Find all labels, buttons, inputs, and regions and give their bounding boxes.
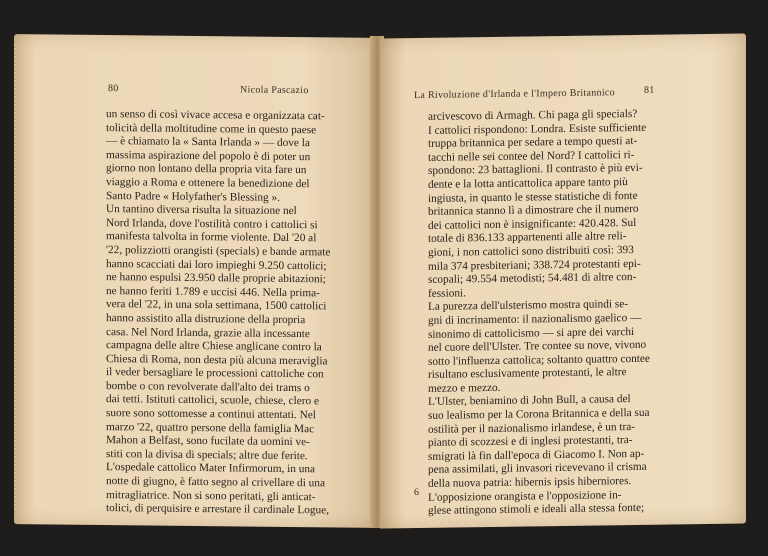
text-line: massima aspirazione del popolo è di poter un xyxy=(106,148,311,163)
text-line: della nuova patria: hibernis ipsis hiberniores. xyxy=(428,475,632,490)
right-page xyxy=(380,33,746,528)
text-line: viaggio a Roma e ottenere la benedizione del xyxy=(106,176,310,191)
text-line: scopali; 49.554 metodisti; 54.481 di altre con- xyxy=(428,271,637,287)
text-line: Chiesa di Roma, non desta più alcuna meraviglia xyxy=(106,352,328,368)
text-line: Mahon a Belfast, sono fucilate da uomini ve- xyxy=(106,434,310,449)
text-line: bombe o con revolverate dall'alto dei trams o xyxy=(106,379,310,395)
text-line: smigrati là fin dall'epoca di Giacomo I. Non ap- xyxy=(428,447,645,463)
text-line: casa. Nel Nord Irlanda, grazie alla incessante xyxy=(106,325,310,340)
right-running-head: La Rivoluzione d'Irlanda e l'Impero Britannico xyxy=(414,87,615,102)
signature-mark: 6 xyxy=(414,487,419,499)
text-line: campagna delle altre Chiese anglicane contro la xyxy=(106,339,322,354)
text-line: arcivescovo di Armagh. Chi paga gli specials? xyxy=(428,107,638,123)
text-line: mila 374 presbiteriani; 338.724 protestanti epi- xyxy=(428,257,641,273)
left-body-text xyxy=(106,108,338,518)
text-line: un senso di così vivace accesa e organizzata cat- xyxy=(106,108,325,123)
text-line: dente e la lotta anticattolica appare tanto più xyxy=(428,176,628,191)
text-line: fessioni. xyxy=(428,287,466,300)
text-line: mitragliatrice. Non si sono peritati, gli anticat- xyxy=(106,488,316,503)
text-line: sinonimo di cattolicismo — si apre dei varchi xyxy=(428,325,635,341)
open-book xyxy=(14,36,754,536)
text-line: L'Ulster, beniamino di John Bull, a causa del xyxy=(428,393,631,409)
text-line: I cattolici rispondono: Londra. Esiste sufficiente xyxy=(428,121,647,137)
text-line: risultano esclusivamente protestanti, le altre xyxy=(428,366,627,382)
text-line: tolici, di perquisire e arrestare il cardinale Logue, xyxy=(106,502,330,517)
text-line: La purezza dell'ulsterismo mostra quindi se- xyxy=(428,298,628,314)
text-line: ne hanno feriti 1.789 e uccisi 446. Nella prima- xyxy=(106,284,320,300)
text-line: tacchi nelle sei contee del Nord? I cattolici ri- xyxy=(428,148,635,164)
text-line: ne hanno espulsi 23.950 dalle proprie abitazioni; xyxy=(106,271,326,286)
text-line: vera del '22, in una sola settimana, 1500 cattolici xyxy=(106,298,327,313)
text-line: sotto l'influenza cattolica; soltanto quattro contee xyxy=(428,352,650,368)
text-line: suo lealismo per la Corona Britannica e della sua xyxy=(428,406,650,422)
text-line: gioni, i non cattolici sono distribuiti così: 393 xyxy=(428,243,634,259)
text-line: marzo '22, quattro persone della famiglia Mac xyxy=(106,420,315,435)
text-line: britannica stanno lì a dimostrare che il numero xyxy=(428,203,639,219)
text-line: tolicità della moltitudine come in questo paese xyxy=(106,121,317,136)
text-line: mezzo e mezzo. xyxy=(428,381,501,395)
text-line: dei cattolici non è insignificante: 420.428. Sul xyxy=(428,216,637,232)
text-line: dai tetti. Istituti cattolici, scuole, chiese, clero e xyxy=(106,393,319,408)
text-line: L'ospedale cattolico Mater Infirmorum, in una xyxy=(106,461,316,476)
right-page-number: 81 xyxy=(644,84,655,96)
text-line: il veder bersagliare le processioni cattoliche con xyxy=(106,366,324,381)
text-line: hanno assistito alla distruzione della propria xyxy=(106,311,306,327)
text-line: pena assimilati, gli invasori ricevevano il crisma xyxy=(428,461,647,477)
text-line: notte di giugno, è fatto segno al crivellare di una xyxy=(106,475,325,490)
text-line: suore sono sottomesse a continui attentati. Nel xyxy=(106,407,316,422)
text-line: glese attingono stimoli e ideali alla stessa fonte; xyxy=(428,502,645,518)
text-line: spondono: 23 battaglioni. Il contrasto è più evi- xyxy=(428,162,643,178)
text-line: nel cuore dell'Ulster. Tre contee su nove, vivono xyxy=(428,338,647,354)
text-line: Un tantino diversa risulta la situazione nel xyxy=(106,203,297,218)
text-line: Santo Padre « Holyfather's Blessing ». xyxy=(106,189,280,204)
left-page-number: 80 xyxy=(108,83,119,95)
text-line: hanno scacciati dai loro impieghi 9.250 cattolici; xyxy=(106,257,327,272)
left-running-head: Nicola Pascazio xyxy=(240,84,309,97)
text-line: pianto di scozzesi e di inglesi protestanti, tra- xyxy=(428,434,633,450)
text-line: Nord Irlanda, dove l'ostilità contro i cattolici si xyxy=(106,216,318,232)
text-line: stiti con la divisa di specials; altre due ferite. xyxy=(106,447,308,463)
text-line: L'opposizione orangista e l'opposizione in- xyxy=(428,488,622,504)
page-edges xyxy=(14,42,16,512)
text-line: '22, polizziotti orangisti (specials) e bande armate xyxy=(106,244,331,259)
text-line: ostilità per il nazionalismo irlandese, è un tra- xyxy=(428,420,636,436)
text-line: truppa britannica per sedare a tempo questi at- xyxy=(428,135,638,151)
text-line: gni di incrinamento: il nazionalismo gaelico — xyxy=(428,311,642,327)
text-line: manifesta talvolta in forme violente. Dal '20 al xyxy=(106,230,317,245)
text-line: — è chiamato la « Santa Irlanda » — dove la xyxy=(106,135,310,150)
text-line: ingiusta, in quanto le stesse statistiche di fonte xyxy=(428,189,638,205)
text-line: giorno non lontano della propria vita fare un xyxy=(106,162,307,177)
left-page xyxy=(14,34,376,528)
right-body-text xyxy=(428,107,676,518)
text-line: totale di 836.133 appartenenti alle altre reli- xyxy=(428,230,627,246)
